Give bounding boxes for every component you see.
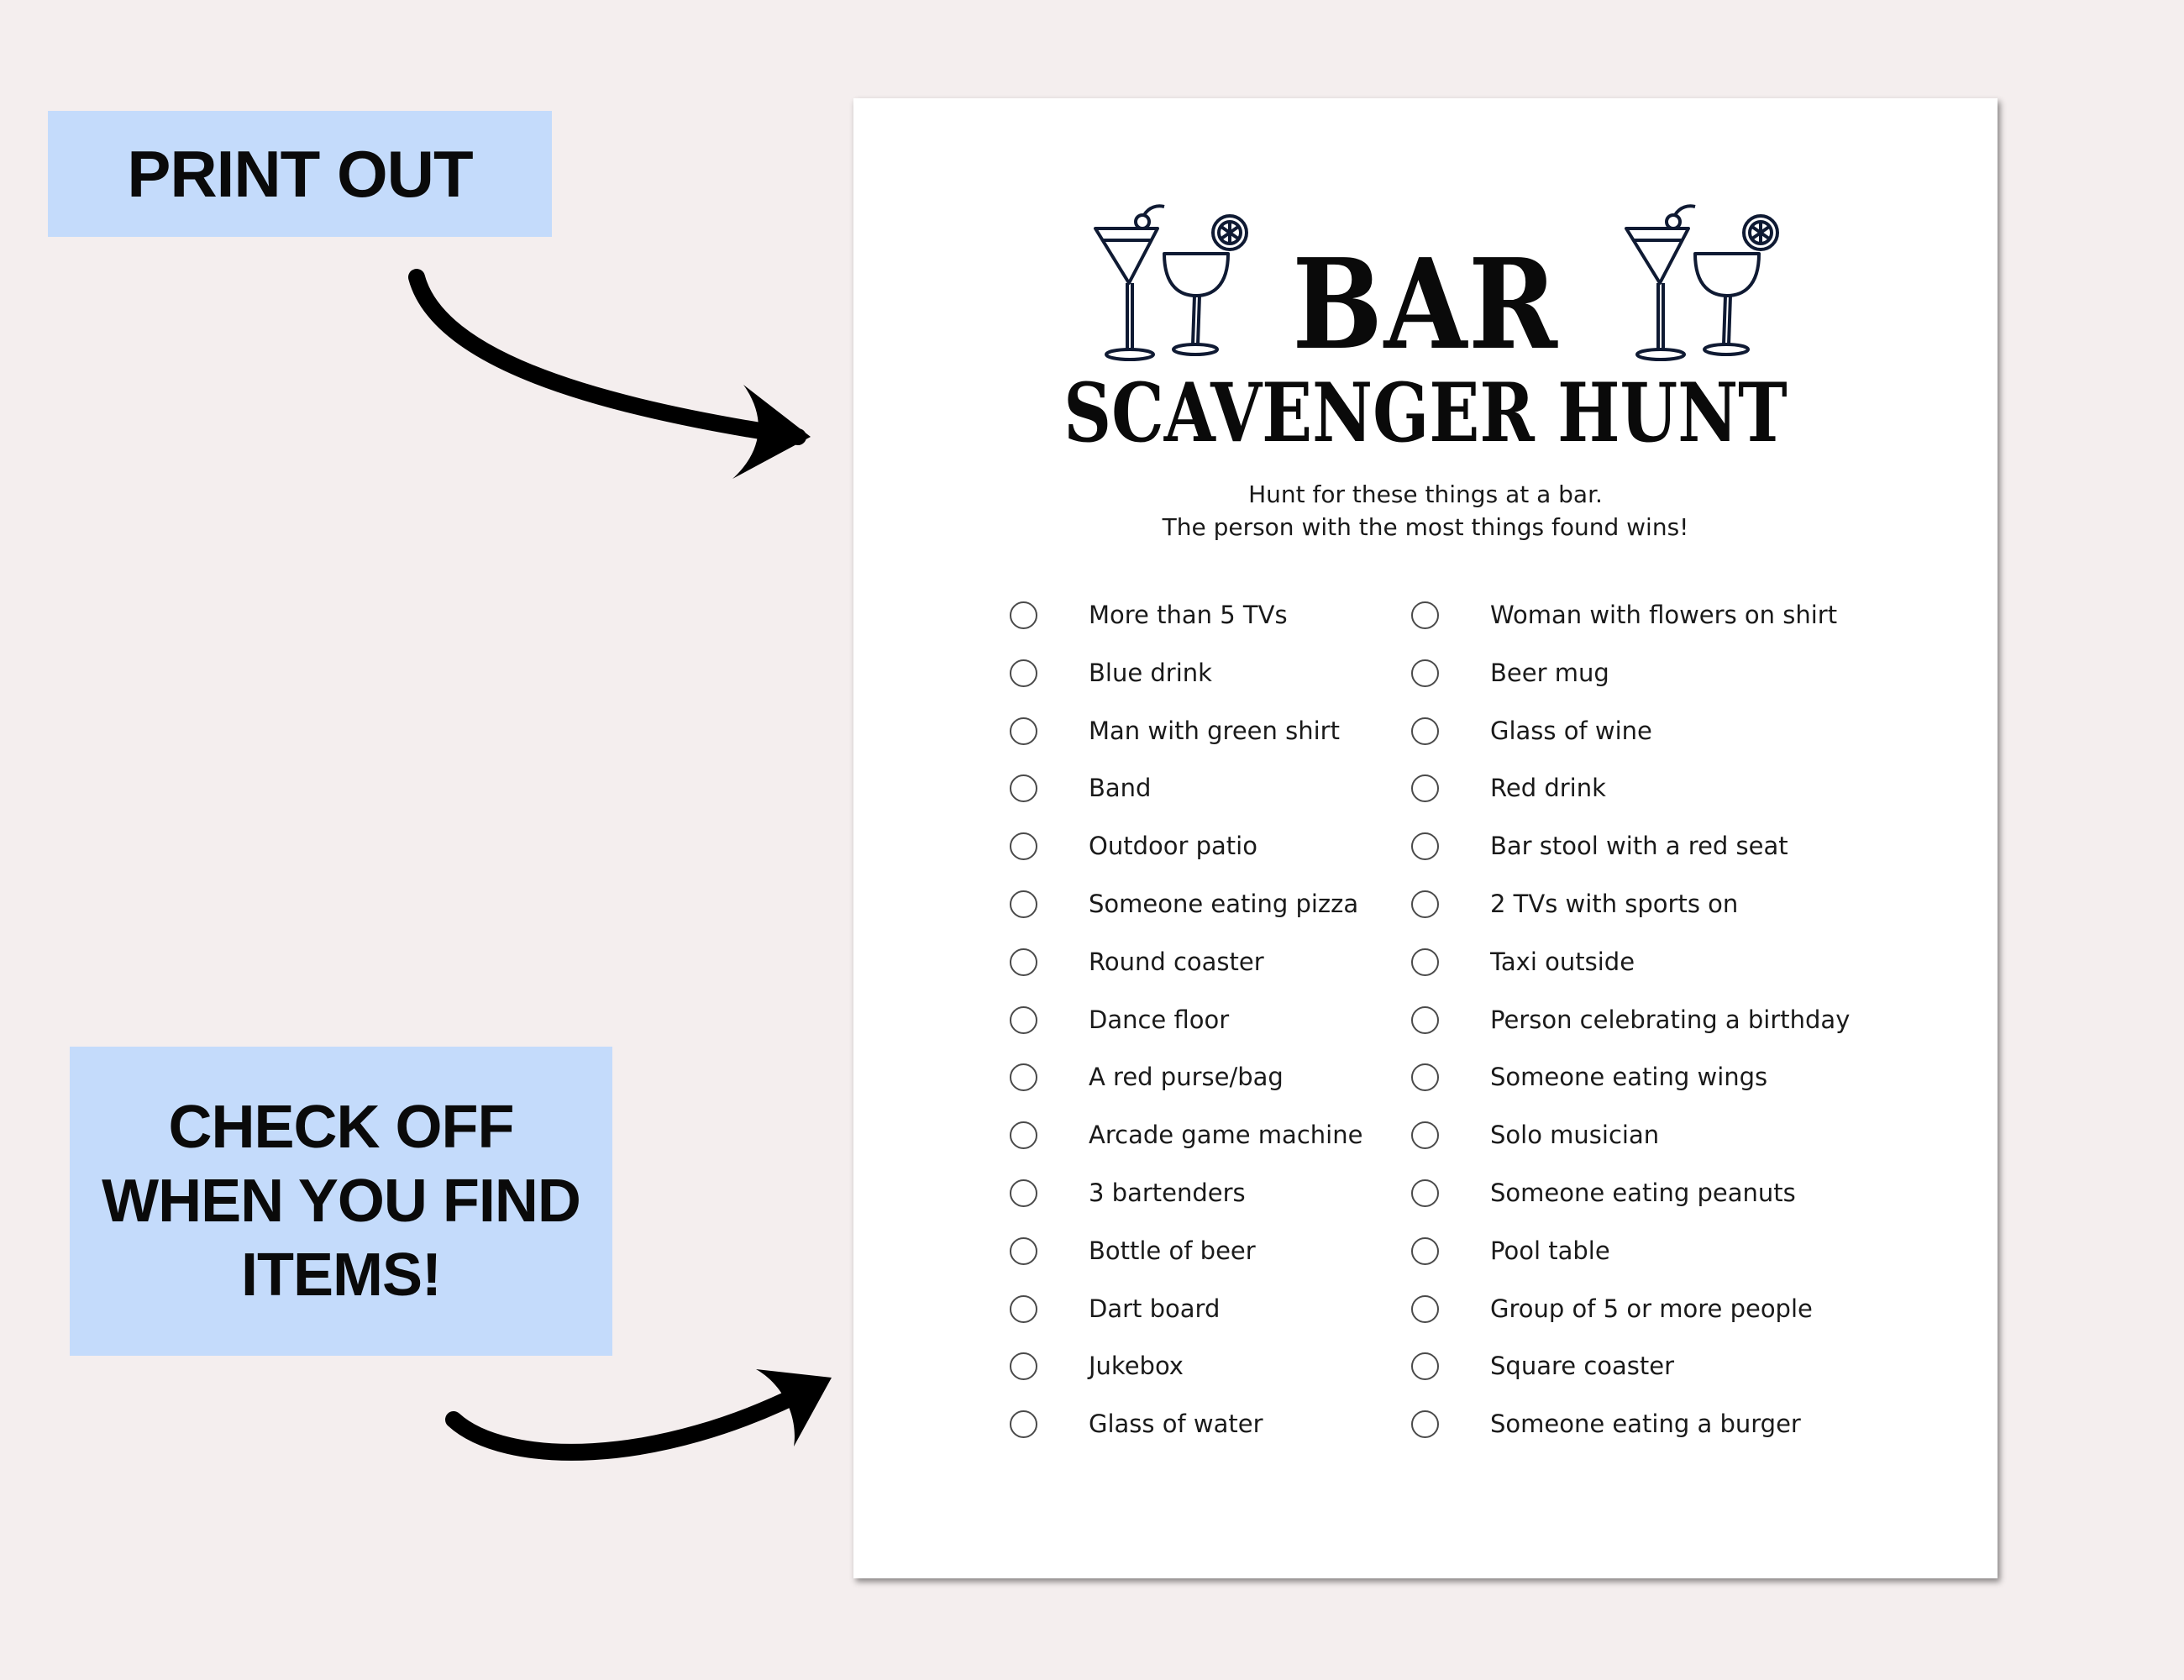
checklist-item-label: Glass of water <box>1089 1410 1263 1439</box>
checkbox-circle-icon[interactable] <box>1411 1410 1439 1438</box>
checkbox-circle-icon[interactable] <box>1411 890 1439 918</box>
checkbox-circle-icon[interactable] <box>1411 717 1439 745</box>
checkbox-circle-icon[interactable] <box>1010 1410 1037 1438</box>
checklist-item-label: Solo musician <box>1490 1121 1660 1150</box>
checklist-item-label: Bottle of beer <box>1089 1236 1256 1265</box>
checklist-item-label: Dart board <box>1089 1294 1221 1323</box>
checklist-item-label: Group of 5 or more people <box>1490 1294 1813 1323</box>
title-scavenger-hunt: SCAVENGER HUNT <box>1063 365 1788 460</box>
checklist-item-label: Blue drink <box>1089 658 1212 687</box>
checklist-item-label: Someone eating wings <box>1490 1063 1768 1092</box>
checklist-item-label: Round coaster <box>1089 947 1264 976</box>
checkbox-circle-icon[interactable] <box>1010 890 1037 918</box>
checkbox-circle-icon[interactable] <box>1010 1352 1037 1380</box>
checklist-item-label: Pool table <box>1490 1236 1610 1265</box>
checklist-item-label: Someone eating pizza <box>1089 890 1359 918</box>
checklist-item-label: Outdoor patio <box>1089 832 1257 861</box>
checklist-item-label: Band <box>1089 774 1152 803</box>
checkbox-circle-icon[interactable] <box>1010 774 1037 802</box>
checkbox-circle-icon[interactable] <box>1411 774 1439 802</box>
checklist-item-label: 3 bartenders <box>1089 1179 1246 1207</box>
checkbox-circle-icon[interactable] <box>1411 1121 1439 1149</box>
checklist-item-label: Taxi outside <box>1490 947 1635 976</box>
instructions-line-1: Hunt for these things at a bar. <box>1248 480 1603 508</box>
checkbox-circle-icon[interactable] <box>1010 717 1037 745</box>
checkbox-circle-icon[interactable] <box>1010 1179 1037 1207</box>
checkbox-circle-icon[interactable] <box>1411 601 1439 629</box>
checkbox-circle-icon[interactable] <box>1411 1295 1439 1323</box>
checklist-item-label: A red purse/bag <box>1089 1063 1284 1092</box>
checklist-item-label: 2 TVs with sports on <box>1490 890 1739 918</box>
checkbox-circle-icon[interactable] <box>1010 832 1037 860</box>
title-bar: BAR <box>1292 231 1559 377</box>
checklist-item-label: Square coaster <box>1490 1352 1675 1381</box>
checkbox-circle-icon[interactable] <box>1411 1237 1439 1265</box>
checkbox-circle-icon[interactable] <box>1411 948 1439 976</box>
checklist-item-label: Man with green shirt <box>1089 716 1340 745</box>
checkbox-circle-icon[interactable] <box>1411 1063 1439 1091</box>
checklist-item-label: Someone eating peanuts <box>1490 1179 1796 1207</box>
checklist-item-label: Dance floor <box>1089 1005 1230 1034</box>
checklist-item-label: Jukebox <box>1089 1352 1184 1381</box>
checkbox-circle-icon[interactable] <box>1411 1179 1439 1207</box>
scavenger-hunt-sheet <box>853 98 1998 1578</box>
checkbox-circle-icon[interactable] <box>1411 659 1439 687</box>
checklist-item-label: Someone eating a burger <box>1490 1410 1801 1439</box>
checkbox-circle-icon[interactable] <box>1010 1295 1037 1323</box>
instructions-line-2: The person with the most things found wins! <box>1162 513 1689 541</box>
checkbox-circle-icon[interactable] <box>1010 1063 1037 1091</box>
checklist-item-label: Bar stool with a red seat <box>1490 832 1788 861</box>
checkbox-circle-icon[interactable] <box>1010 601 1037 629</box>
checkbox-circle-icon[interactable] <box>1411 832 1439 860</box>
checkbox-circle-icon[interactable] <box>1010 659 1037 687</box>
checkbox-circle-icon[interactable] <box>1010 1121 1037 1149</box>
checkbox-circle-icon[interactable] <box>1010 1237 1037 1265</box>
checkbox-circle-icon[interactable] <box>1010 1006 1037 1034</box>
checklist-item-label: Person celebrating a birthday <box>1490 1005 1851 1034</box>
checklist-item-label: Arcade game machine <box>1089 1121 1363 1150</box>
checklist-item-label: Glass of wine <box>1490 716 1652 745</box>
checkbox-circle-icon[interactable] <box>1010 948 1037 976</box>
checkbox-circle-icon[interactable] <box>1411 1352 1439 1380</box>
check-off-label: CHECK OFF WHEN YOU FIND ITEMS! <box>102 1094 580 1309</box>
checklist-item-label: Red drink <box>1490 774 1606 803</box>
checkbox-circle-icon[interactable] <box>1411 1006 1439 1034</box>
arrow-to-checklist-icon <box>0 0 924 1680</box>
checklist-item-label: More than 5 TVs <box>1089 601 1288 629</box>
print-out-label: PRINT OUT <box>127 136 473 211</box>
checklist-item-label: Beer mug <box>1490 658 1609 687</box>
checklist-item-label: Woman with flowers on shirt <box>1490 601 1838 629</box>
